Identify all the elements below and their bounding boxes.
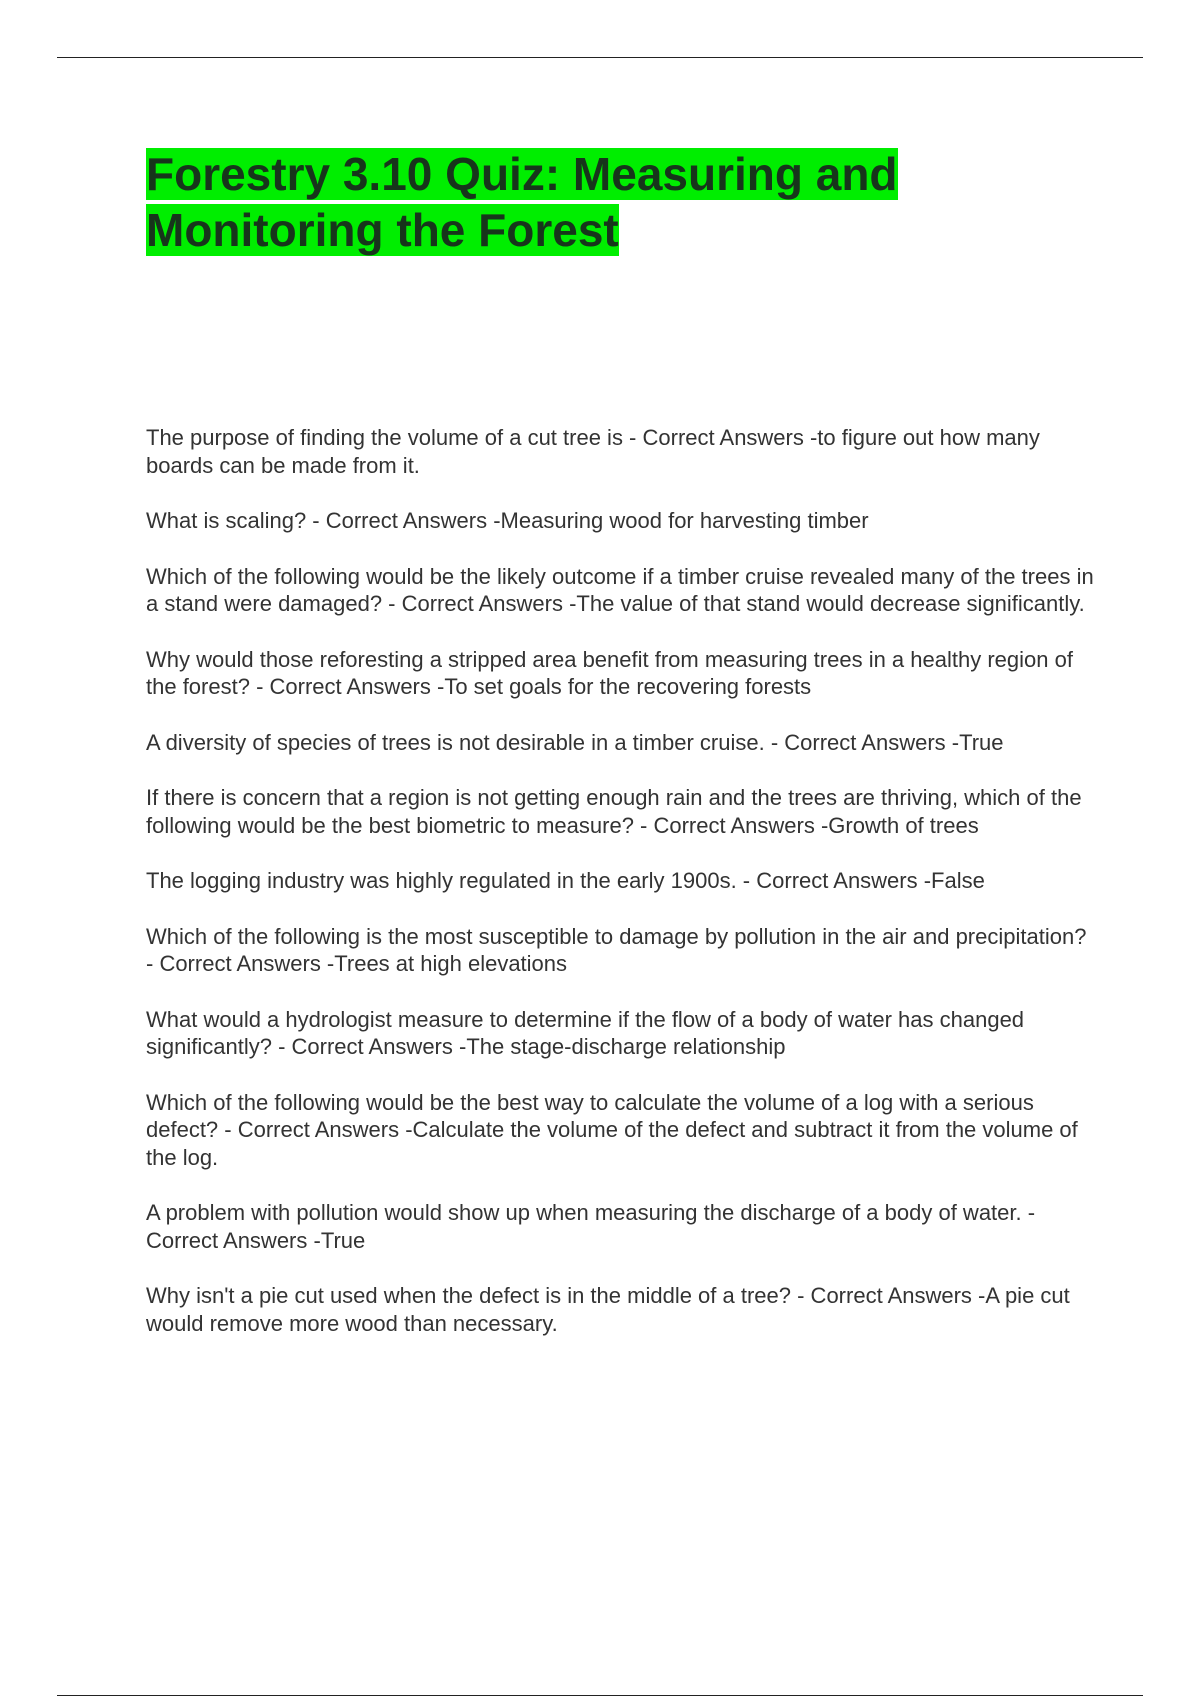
footer-rule [57,1695,1143,1696]
qa-item: The purpose of finding the volume of a cut tree is - Correct Answers -to figure out how many boards can be made from it. [146,425,1040,478]
qa-item: Why would those reforesting a stripped area benefit from measuring trees in a healthy region of the forest? - Correct Answers -To set goals for the recovering forests [146,646,1073,699]
qa-item: The logging industry was highly regulated in the early 1900s. - Correct Answers -False [146,868,985,893]
qa-item: If there is concern that a region is not getting enough rain and the trees are thriving, which of the following would be the best biometric to measure? - Correct Answers -Growth of trees [146,785,1082,838]
qa-item: A diversity of species of trees is not desirable in a timber cruise. - Correct Answers -True [146,729,1004,755]
header-rule [57,57,1143,58]
qa-item: What is scaling? - Correct Answers -Measuring wood for harvesting timber [146,508,869,533]
qa-list [146,424,1096,1365]
qa-item: Which of the following would be the likely outcome if a timber cruise revealed many of the trees in a stand were damaged? - Correct Answers -The value of that stand would decrease significantly. [146,563,1094,616]
title-highlight: Forestry 3.10 Quiz: Measuring and Monitoring the Forest [146,148,898,256]
qa-item: What would a hydrologist measure to determine if the flow of a body of water has changed significantly? - Correct Answers -The stage-discharge relationship [146,1006,1025,1059]
qa-item: Which of the following would be the best way to calculate the volume of a log with a serious defect? - Correct Answers -Calculate the volume of the defect and subtract it from the volume of the log. [146,1089,1078,1170]
qa-item: A problem with pollution would show up when measuring the discharge of a body of water. - Correct Answers -True [146,1200,1036,1253]
qa-item: Why isn't a pie cut used when the defect is in the middle of a tree? - Correct Answers -A pie cut would remove more wood than necessary. [146,1283,1070,1336]
qa-item: Which of the following is the most susceptible to damage by pollution in the air and precipitation? - Correct Answers -Trees at high elevations [146,923,1087,976]
page-title [146,146,1026,258]
